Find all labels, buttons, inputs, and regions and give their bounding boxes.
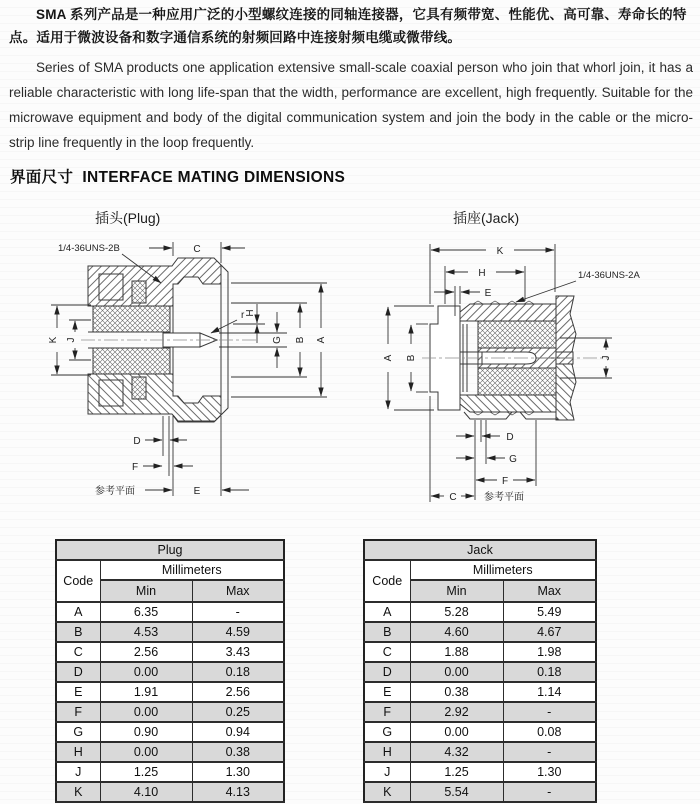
table-row [56, 742, 284, 762]
cell-code: F [56, 702, 100, 722]
section-title-cn: 界面尺寸 [10, 169, 74, 186]
jack-dim-B: B [406, 354, 417, 362]
cell-code: K [364, 782, 410, 802]
plug-body-geometry [81, 258, 257, 422]
plug-dim-H: H [245, 309, 256, 317]
intro-paragraph-en: Series of SMA products one application extensive small-scale coaxial person who join that whorl join, it has a reliable characteristic with long life-span that the width, performance are excellent, high frequently. Suitable for the microwave equipment and body of the digital communication system and join the body in the cable or the micro-strip line frequently in the loop frequently. [9, 60, 693, 151]
cell-code: D [56, 662, 100, 682]
cell-min: 0.00 [100, 702, 192, 722]
jack-dim-H: H [478, 268, 486, 279]
table-row [56, 702, 284, 722]
cell-max: 0.25 [192, 702, 284, 722]
jack-figure-label: 插座(Jack) [453, 210, 520, 226]
plug-dim-J: J [66, 337, 77, 343]
cell-min: 1.25 [410, 762, 503, 782]
cell-code: H [364, 742, 410, 762]
table-row [56, 642, 284, 662]
cell-max: - [503, 782, 596, 802]
plug-dim-E: E [193, 486, 201, 497]
cell-max: 5.49 [503, 602, 596, 622]
plug-dim-D: D [133, 436, 141, 447]
cell-code: A [364, 602, 410, 622]
cell-min: 0.00 [100, 742, 192, 762]
cell-max: - [503, 742, 596, 762]
cell-max: 1.98 [503, 642, 596, 662]
table-row [364, 662, 596, 682]
cell-min: 5.28 [410, 602, 503, 622]
cell-max: 2.56 [192, 682, 284, 702]
cell-min: 6.35 [100, 602, 192, 622]
jack-dim-E: E [484, 288, 492, 299]
cell-max: 1.14 [503, 682, 596, 702]
cell-code: C [364, 642, 410, 662]
jack-table-max-header: Max [503, 580, 596, 602]
table-row [364, 682, 596, 702]
jack-dim-G: G [509, 454, 517, 465]
table-row [364, 702, 596, 722]
table-row [364, 722, 596, 742]
cell-code: C [56, 642, 100, 662]
cell-min: 1.88 [410, 642, 503, 662]
cell-min: 0.38 [410, 682, 503, 702]
plug-cross-section-diagram [25, 228, 355, 528]
cell-max: 4.13 [192, 782, 284, 802]
cell-min: 0.00 [100, 662, 192, 682]
jack-dim-A: A [383, 354, 394, 362]
plug-dim-G: G [272, 336, 283, 344]
table-row [364, 642, 596, 662]
cell-min: 2.92 [410, 702, 503, 722]
section-title [10, 165, 345, 187]
jack-thread-callout: 1/4-36UNS-2A [578, 270, 640, 281]
cell-code: E [364, 682, 410, 702]
cell-code: J [56, 762, 100, 782]
cell-max: - [192, 602, 284, 622]
cell-code: B [56, 622, 100, 642]
cell-code: B [364, 622, 410, 642]
cell-max: 4.59 [192, 622, 284, 642]
jack-dim-D: D [506, 432, 514, 443]
jack-body-geometry [422, 296, 608, 420]
jack-dim-K: K [496, 246, 504, 257]
cell-code: K [56, 782, 100, 802]
cell-max: 3.43 [192, 642, 284, 662]
cell-code: E [56, 682, 100, 702]
intro-paragraph-cn: SMA 系列产品是一种应用广泛的小型螺纹连接的同轴连接器，它具有频带宽、性能优、高可靠、寿命长的特点。适用于微波设备和数字通信系统的射频回路中连接射频电缆或微带线。 [9, 7, 687, 46]
cell-min: 4.60 [410, 622, 503, 642]
jack-cross-section-diagram [360, 228, 690, 528]
cell-code: D [364, 662, 410, 682]
cell-code: G [56, 722, 100, 742]
cell-code: A [56, 602, 100, 622]
intro-block [9, 3, 693, 156]
plug-dim-F: F [131, 462, 139, 473]
table-row [56, 722, 284, 742]
plug-dimensions-table [55, 539, 285, 803]
table-row [364, 782, 596, 802]
cell-min: 0.00 [410, 722, 503, 742]
cell-min: 5.54 [410, 782, 503, 802]
plug-table-body [56, 602, 284, 802]
plug-reference-plane-label: 参考平面 [95, 486, 135, 497]
cell-min: 0.00 [410, 662, 503, 682]
jack-dim-C: C [449, 492, 457, 503]
jack-table-title: Jack [364, 540, 596, 560]
plug-table-max-header: Max [192, 580, 284, 602]
jack-dim-F: F [501, 476, 509, 487]
plug-dim-r: r [241, 310, 245, 321]
table-row [364, 622, 596, 642]
table-row [56, 602, 284, 622]
cell-code: J [364, 762, 410, 782]
cell-max: 0.38 [192, 742, 284, 762]
cell-code: G [364, 722, 410, 742]
cell-min: 1.25 [100, 762, 192, 782]
cell-min: 4.32 [410, 742, 503, 762]
plug-dim-C: C [193, 244, 201, 255]
table-row [364, 762, 596, 782]
cell-min: 0.90 [100, 722, 192, 742]
cell-max: 0.08 [503, 722, 596, 742]
cell-max: 0.18 [192, 662, 284, 682]
cell-max: 4.67 [503, 622, 596, 642]
cell-code: F [364, 702, 410, 722]
jack-dimensions-table [363, 539, 597, 803]
table-row [364, 602, 596, 622]
plug-thread-callout: 1/4-36UNS-2B [58, 243, 120, 254]
plug-table-unit-header: Millimeters [100, 560, 284, 580]
cell-min: 4.10 [100, 782, 192, 802]
plug-table-title: Plug [56, 540, 284, 560]
cell-max: - [503, 702, 596, 722]
jack-dim-J: J [601, 355, 612, 361]
table-row [56, 662, 284, 682]
cell-max: 1.30 [503, 762, 596, 782]
table-row [56, 682, 284, 702]
jack-reference-plane-label: 参考平面 [484, 492, 524, 503]
plug-table-code-header: Code [56, 560, 100, 602]
cell-max: 1.30 [192, 762, 284, 782]
cell-max: 0.94 [192, 722, 284, 742]
plug-dim-A: A [316, 336, 327, 344]
cell-min: 4.53 [100, 622, 192, 642]
jack-table-code-header: Code [364, 560, 410, 602]
cell-min: 2.56 [100, 642, 192, 662]
plug-table-min-header: Min [100, 580, 192, 602]
jack-table-min-header: Min [410, 580, 503, 602]
cell-max: 0.18 [503, 662, 596, 682]
plug-dim-B: B [295, 336, 306, 344]
table-row [364, 742, 596, 762]
jack-table-unit-header: Millimeters [410, 560, 596, 580]
jack-table-body [364, 602, 596, 802]
plug-dim-K: K [48, 336, 59, 344]
plug-figure-label: 插头(Plug) [95, 210, 161, 226]
table-row [56, 762, 284, 782]
section-title-en: INTERFACE MATING DIMENSIONS [82, 169, 346, 186]
table-row [56, 782, 284, 802]
cell-min: 1.91 [100, 682, 192, 702]
cell-code: H [56, 742, 100, 762]
table-row [56, 622, 284, 642]
